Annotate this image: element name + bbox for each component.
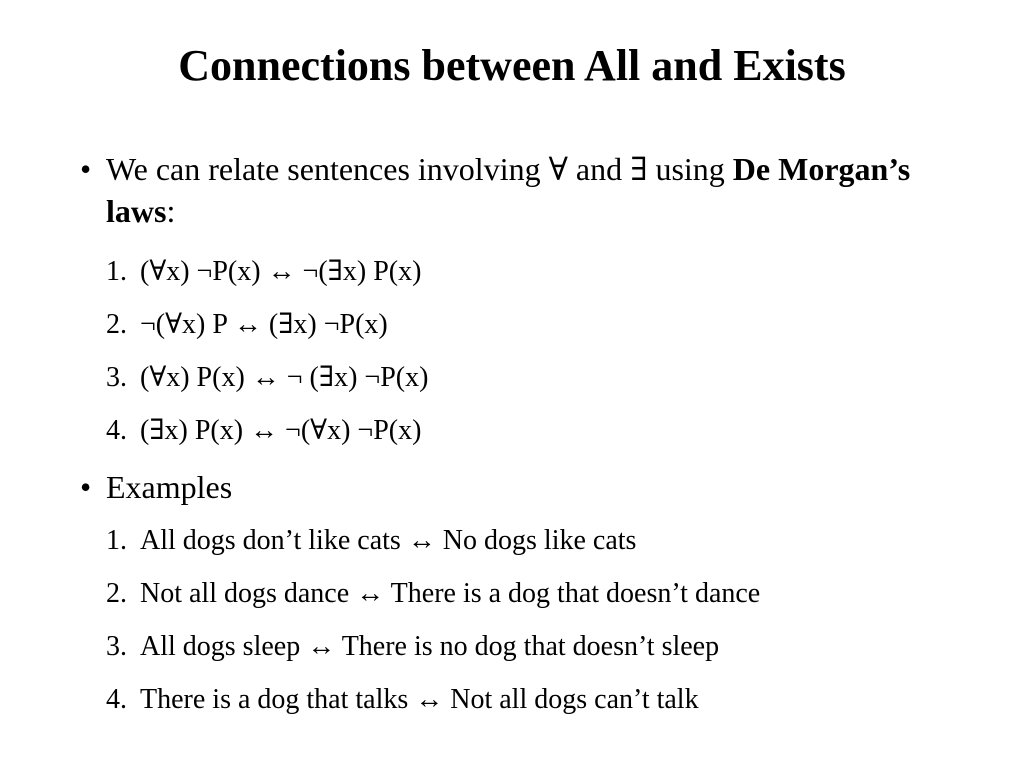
law-item — [106, 254, 986, 290]
example-number: 1. — [106, 525, 127, 556]
law-number: 2. — [106, 309, 127, 340]
law-number: 4. — [106, 415, 127, 446]
law-item — [106, 413, 986, 449]
example-text: All dogs sleep ↔ There is no dog that doesn’t sleep — [140, 631, 720, 662]
example-number: 2. — [106, 578, 127, 609]
bullet-text-prefix: We can relate sentences involving ∀ and ∃ using — [106, 151, 733, 187]
bullet-marker: • — [80, 469, 92, 505]
example-text: Not all dogs dance ↔ There is a dog that doesn’t dance — [140, 578, 761, 609]
bullet-de-morgan — [80, 148, 960, 232]
bullet-text-suffix: : — [166, 193, 176, 229]
example-item — [106, 576, 986, 612]
example-item — [106, 523, 986, 559]
example-text: There is a dog that talks ↔ Not all dogs can’t talk — [140, 684, 699, 715]
law-text: ¬(∀x) P ↔ (∃x) ¬P(x) — [140, 309, 388, 340]
bullet-text: Examples — [106, 469, 233, 505]
bullet-text — [106, 148, 960, 232]
law-number: 3. — [106, 362, 127, 393]
example-text: All dogs don’t like cats ↔ No dogs like cats — [140, 525, 637, 556]
example-item — [106, 682, 986, 718]
law-text: (∃x) P(x) ↔ ¬(∀x) ¬P(x) — [140, 415, 422, 446]
law-text: (∀x) ¬P(x) ↔ ¬(∃x) P(x) — [140, 256, 422, 287]
example-number: 4. — [106, 684, 127, 715]
slide-title: Connections between All and Exists — [178, 41, 846, 90]
example-item — [106, 629, 986, 665]
law-item — [106, 360, 986, 396]
law-number: 1. — [106, 256, 127, 287]
bullet-examples — [80, 466, 960, 508]
bullet-marker: • — [80, 151, 92, 187]
bullet-text-bold: De Morgan’s laws — [106, 151, 911, 229]
law-item — [106, 307, 986, 343]
example-number: 3. — [106, 631, 127, 662]
law-text: (∀x) P(x) ↔ ¬ (∃x) ¬P(x) — [140, 362, 429, 393]
